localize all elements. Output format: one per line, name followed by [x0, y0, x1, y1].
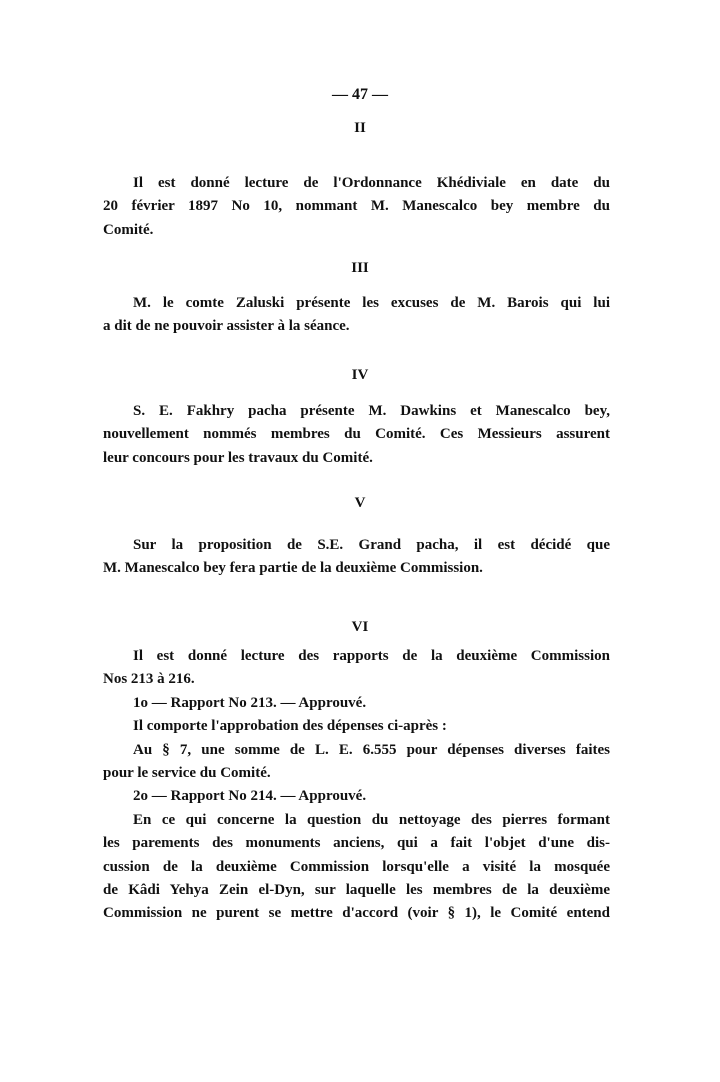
- section-paragraph: [103, 400, 610, 470]
- text-line: 1o — Rapport No 213. — Approuvé.: [133, 694, 367, 711]
- section-heading: III: [351, 260, 369, 276]
- text-line: leur concours pour les travaux du Comité.: [103, 449, 373, 466]
- section-paragraph: [103, 172, 610, 242]
- text-line: M. Manescalco bey fera partie de la deuxième Commission.: [103, 560, 483, 577]
- text-line: nouvellement nommés membres du Comité. Ces Messieurs assurent: [103, 426, 610, 443]
- text-line: M. le comte Zaluski présente les excuses de M. Barois qui lui: [133, 295, 610, 311]
- text-line: Comité.: [103, 221, 154, 238]
- text-line: Il est donné lecture des rapports de la deuxième Commission: [133, 648, 610, 664]
- text-line: de Kâdi Yehya Zein el-Dyn, sur laquelle les membres de la deuxième: [103, 881, 610, 898]
- text-line: Sur la proposition de S.E. Grand pacha, il est décidé que: [133, 537, 610, 553]
- text-line: Commission ne purent se mettre d'accord (voir § 1), le Comité entend: [103, 905, 610, 922]
- section-paragraph: [103, 292, 610, 339]
- text-line: a dit de ne pouvoir assister à la séance.: [103, 318, 350, 335]
- section-heading: VI: [351, 619, 369, 635]
- text-line: En ce qui concerne la question du nettoyage des pierres formant: [133, 811, 610, 828]
- section-paragraph: [103, 534, 610, 581]
- text-line: Il est donné lecture de l'Ordonnance Khédiviale en date du: [133, 175, 610, 191]
- text-line: 20 février 1897 No 10, nommant M. Manescalco bey membre du: [103, 198, 610, 215]
- text-line: les parements des monuments anciens, qui a fait l'objet d'une dis-: [103, 835, 610, 852]
- text-line: Au § 7, une somme de L. E. 6.555 pour dépenses diverses faites: [133, 741, 610, 758]
- page-number: — 47 —: [332, 86, 388, 103]
- section-paragraph: [103, 645, 610, 926]
- text-line: S. E. Fakhry pacha présente M. Dawkins et Manescalco bey,: [133, 403, 610, 419]
- text-line: 2o — Rapport No 214. — Approuvé.: [133, 788, 367, 805]
- text-line: Nos 213 à 216.: [103, 671, 195, 688]
- text-line: Il comporte l'approbation des dépenses ci-après :: [133, 718, 447, 735]
- section-heading: II: [354, 120, 366, 136]
- text-line: cussion de la deuxième Commission lorsqu'elle a visité la mosquée: [103, 858, 610, 875]
- text-line: pour le service du Comité.: [103, 764, 271, 781]
- section-heading: V: [354, 495, 366, 511]
- section-heading: IV: [351, 367, 369, 383]
